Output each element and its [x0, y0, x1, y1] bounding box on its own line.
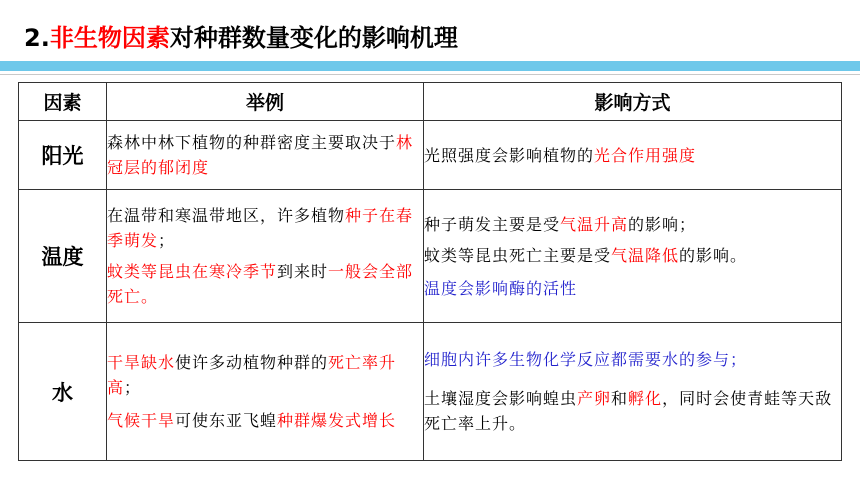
effect-temperature-c: 温度会影响酶的活性 — [424, 278, 578, 298]
header-factor: 因素 — [19, 83, 107, 121]
title-number: 2. — [24, 24, 50, 52]
factor-table — [18, 82, 842, 461]
table-header-row — [19, 83, 842, 121]
factor-sunlight: 阳光 — [19, 121, 107, 190]
example-water — [107, 323, 424, 461]
example-temperature-a: 在温带和寒温带地区，许多植物种子在春季萌发； — [107, 206, 414, 250]
title-band — [0, 61, 860, 71]
example-water-a: 干旱缺水使许多动植物种群的死亡率升高； — [107, 353, 397, 397]
factor-temperature: 温度 — [19, 190, 107, 323]
effect-temperature — [424, 190, 842, 323]
title-divider — [0, 74, 860, 75]
table-row — [19, 190, 842, 323]
effect-water — [424, 323, 842, 461]
example-water-b: 气候干旱可使东亚飞蝗种群爆发式增长 — [107, 411, 397, 430]
effect-temperature-b: 蚊类等昆虫死亡主要是受气温降低的影响。 — [424, 245, 748, 265]
title-rest: 对种群数量变化的影响机理 — [169, 24, 458, 52]
page-title — [24, 18, 458, 53]
example-sunlight: 森林中林下植物的种群密度主要取决于林冠层的郁闭度 — [107, 121, 424, 190]
effect-water-b: 土壤湿度会影响蝗虫产卵和孵化，同时会使青蛙等天敌死亡率上升。 — [424, 389, 833, 433]
effect-temperature-a: 种子萌发主要是受气温升高的影响； — [424, 214, 697, 234]
header-effect: 影响方式 — [424, 83, 842, 121]
effect-water-a: 细胞内许多生物化学反应都需要水的参与； — [424, 350, 748, 369]
factor-water: 水 — [19, 323, 107, 461]
header-example: 举例 — [107, 83, 424, 121]
title-highlight: 非生物因素 — [49, 24, 170, 52]
example-temperature-b: 蚊类等昆虫在寒冷季节到来时一般会全部死亡。 — [107, 262, 414, 306]
table-row — [19, 323, 842, 461]
table-row — [19, 121, 842, 190]
effect-sunlight: 光照强度会影响植物的光合作用强度 — [424, 121, 842, 190]
example-temperature — [107, 190, 424, 323]
